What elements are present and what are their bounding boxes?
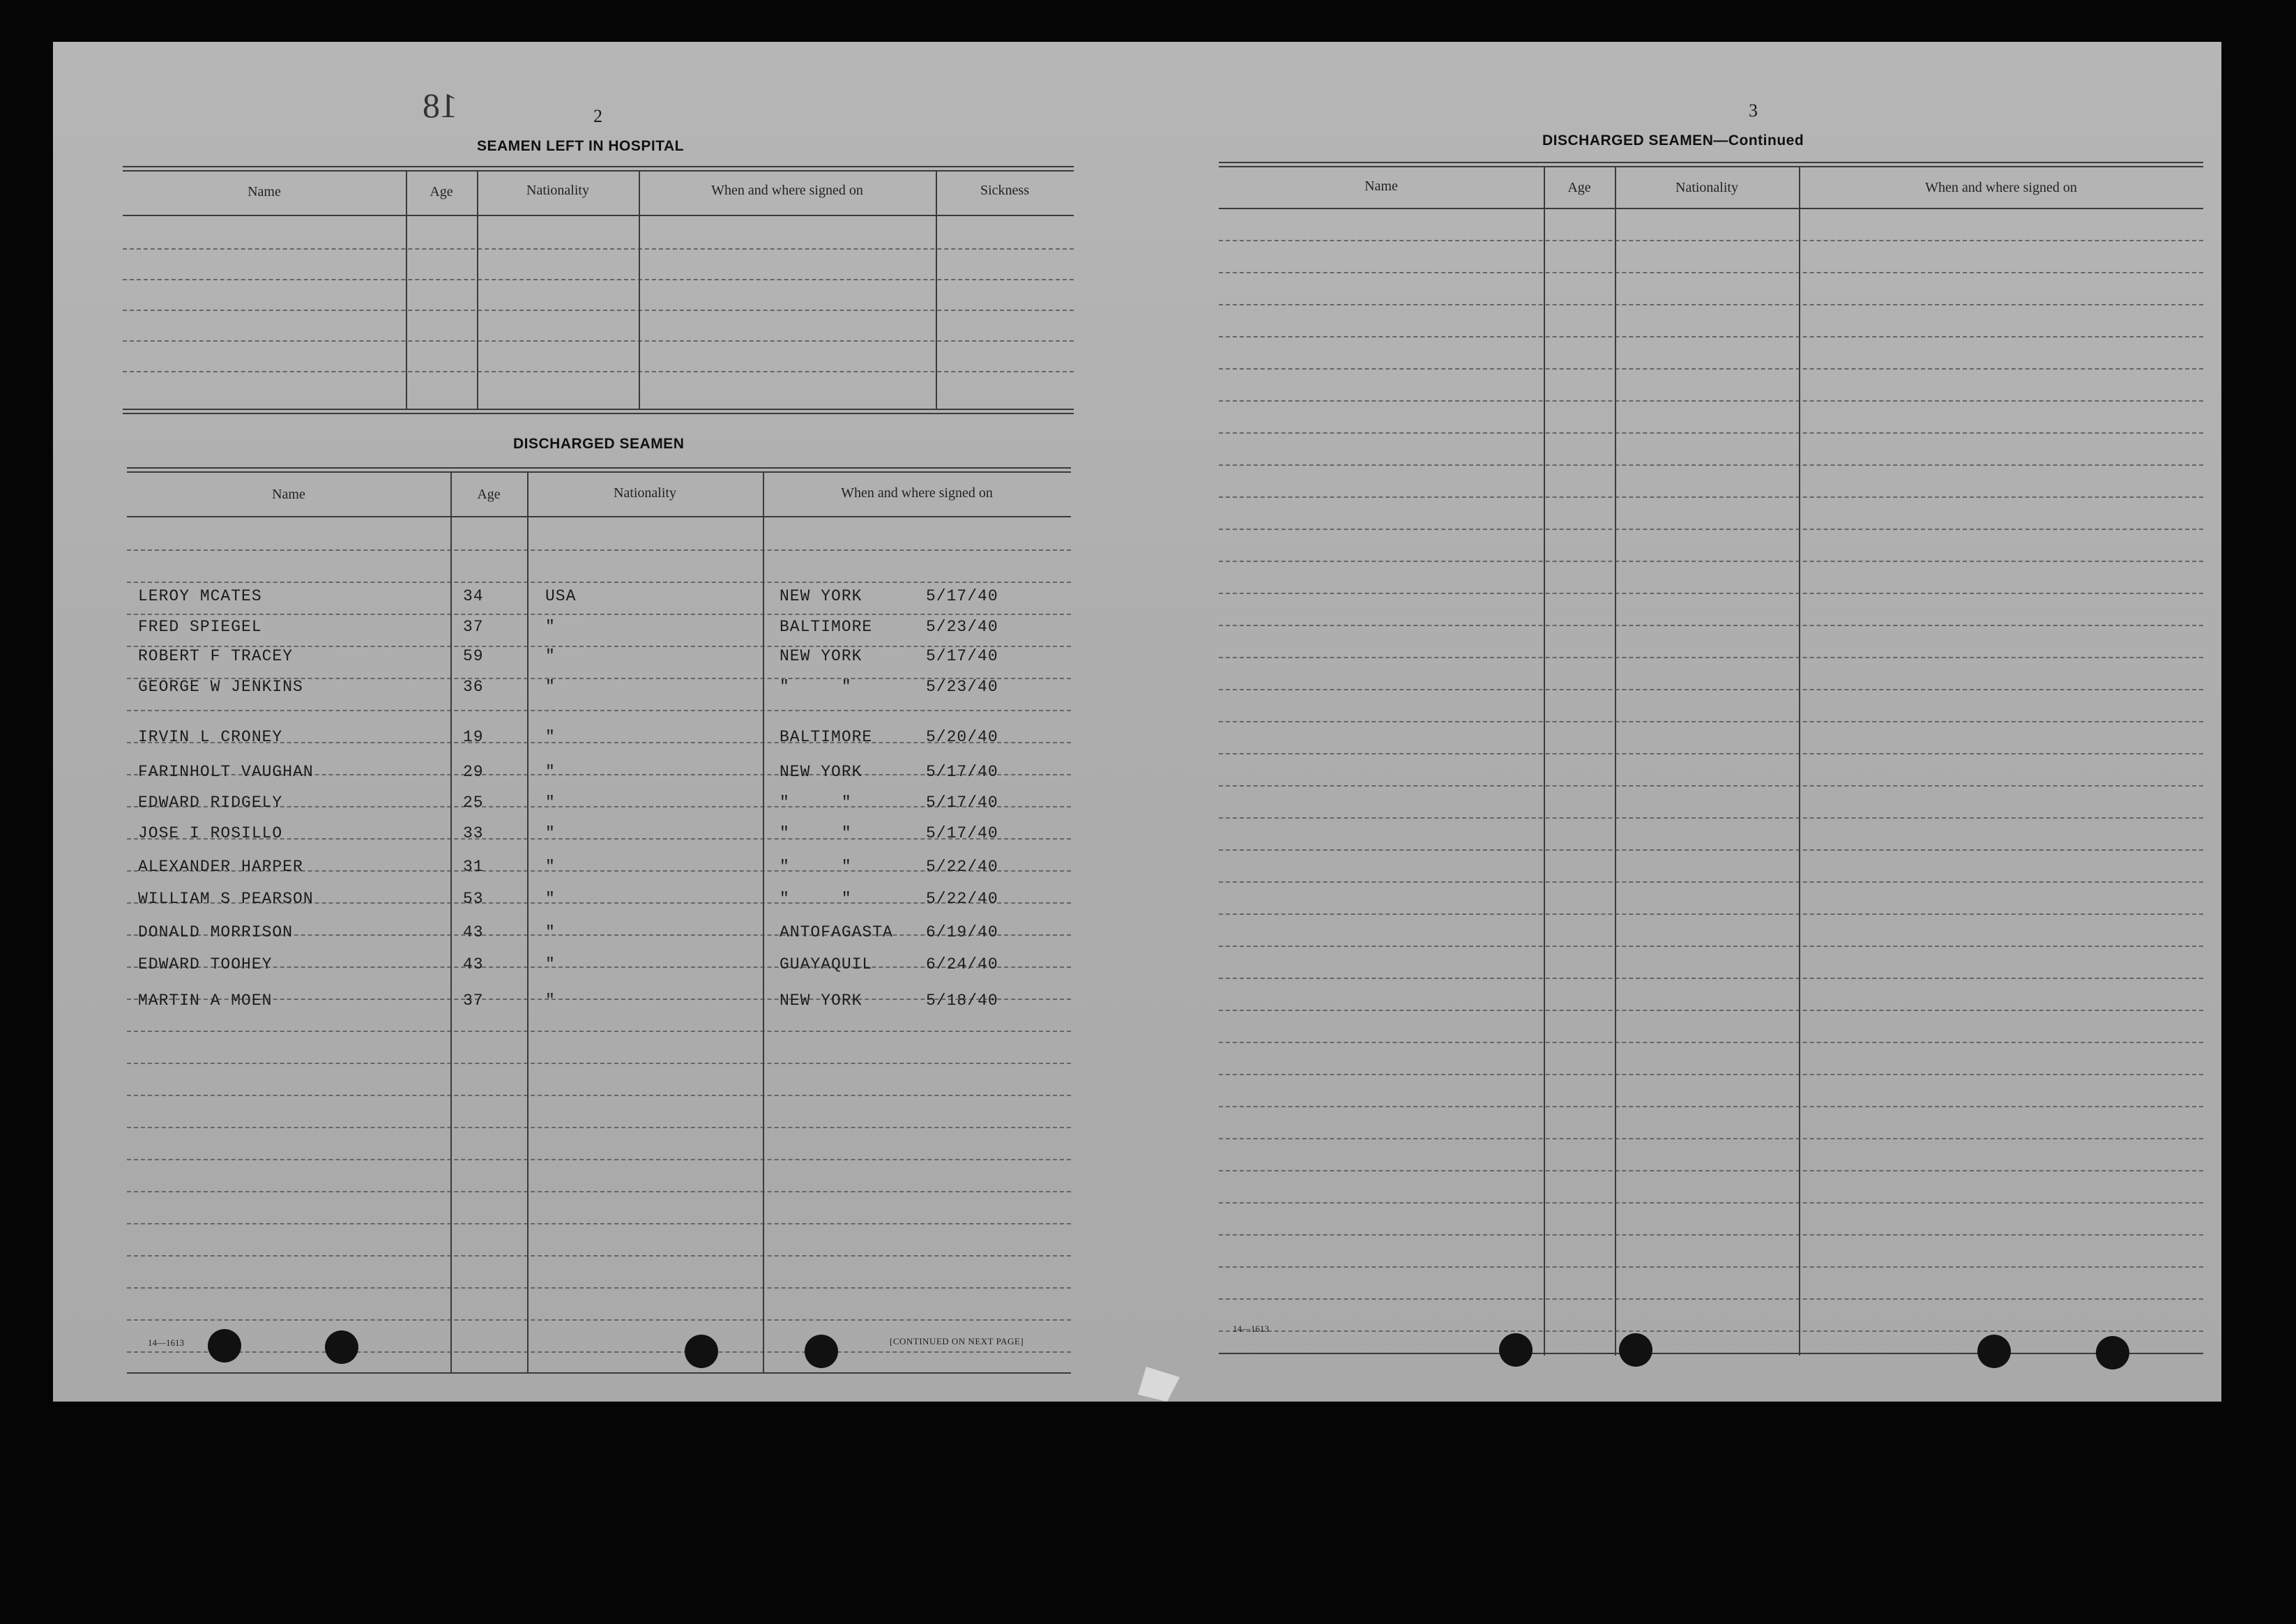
continued-header-name: Name xyxy=(1364,179,1398,194)
punch-hole xyxy=(1619,1333,1652,1367)
ruling-line xyxy=(1219,593,2203,594)
seaman-nationality: " xyxy=(545,890,556,908)
seaman-age: 19 xyxy=(463,728,484,746)
ruling-line xyxy=(1219,817,2203,819)
seaman-nationality: USA xyxy=(545,587,577,605)
signed-on-date: 5/22/40 xyxy=(926,890,998,908)
discharged-continued-title: DISCHARGED SEAMEN—Continued xyxy=(1542,132,1804,149)
hospital-section-title: SEAMEN LEFT IN HOSPITAL xyxy=(477,138,684,154)
discharged-header-nationality: Nationality xyxy=(614,485,676,501)
hospital-header-signed-on: When and where signed on xyxy=(711,183,863,198)
hospital-table xyxy=(123,166,1074,417)
ruling-line xyxy=(1219,1106,2203,1107)
ruling-line xyxy=(1219,529,2203,530)
discharged-continued-table xyxy=(1219,162,2203,1356)
signed-on-place: " " xyxy=(780,794,852,812)
signed-on-date: 5/17/40 xyxy=(926,587,998,605)
seaman-name: JOSE I ROSILLO xyxy=(138,824,283,842)
ruling-line xyxy=(1219,946,2203,947)
seaman-name: DONALD MORRISON xyxy=(138,923,294,941)
seaman-age: 29 xyxy=(463,763,484,781)
signed-on-date: 6/19/40 xyxy=(926,923,998,941)
signed-on-place: BALTIMORE xyxy=(780,618,873,636)
signed-on-place: BALTIMORE xyxy=(780,728,873,746)
seaman-nationality: " xyxy=(545,618,556,636)
hospital-header-nationality: Nationality xyxy=(526,183,589,198)
ruling-line xyxy=(1219,432,2203,434)
seaman-name: ROBERT F TRACEY xyxy=(138,647,294,665)
ruling-line xyxy=(1219,1266,2203,1268)
ruling-line xyxy=(127,1031,1071,1032)
ruling-line xyxy=(1219,400,2203,402)
seaman-age: 36 xyxy=(463,678,484,696)
signed-on-place: GUAYAQUIL xyxy=(780,955,873,973)
seaman-nationality: " xyxy=(545,763,556,781)
right-page xyxy=(1169,42,2221,1402)
ruling-line xyxy=(127,1127,1071,1128)
ruling-line xyxy=(1219,336,2203,337)
discharged-header-signed-on: When and where signed on xyxy=(841,485,993,501)
punch-hole xyxy=(1977,1335,2011,1368)
form-number: 14—1613 xyxy=(148,1337,184,1348)
seaman-age: 25 xyxy=(463,794,484,812)
signed-on-place: ANTOFAGASTA xyxy=(780,923,893,941)
signed-on-date: 5/23/40 xyxy=(926,618,998,636)
ruling-line xyxy=(1219,625,2203,626)
seaman-name: IRVIN L CRONEY xyxy=(138,728,283,746)
ruling-line xyxy=(1219,689,2203,690)
continued-header-signed-on: When and where signed on xyxy=(1925,180,2077,195)
signed-on-date: 5/17/40 xyxy=(926,647,998,665)
seaman-name: GEORGE W JENKINS xyxy=(138,678,303,696)
ruling-line xyxy=(127,1255,1071,1257)
punch-hole xyxy=(805,1335,838,1368)
ruling-line xyxy=(1219,1330,2203,1332)
seaman-nationality: " xyxy=(545,647,556,665)
seaman-name: EDWARD TOOHEY xyxy=(138,955,273,973)
ruling-line xyxy=(127,549,1071,551)
seaman-nationality: " xyxy=(545,992,556,1010)
ruling-line xyxy=(1219,849,2203,851)
ruling-line xyxy=(1219,304,2203,305)
form-number: 14—1613 xyxy=(1233,1323,1269,1334)
signed-on-date: 5/17/40 xyxy=(926,824,998,842)
signed-on-place: " " xyxy=(780,858,852,876)
seaman-age: 37 xyxy=(463,992,484,1010)
ruling-line xyxy=(1219,1010,2203,1011)
seaman-nationality: " xyxy=(545,728,556,746)
seaman-age: 43 xyxy=(463,923,484,941)
signed-on-date: 5/17/40 xyxy=(926,763,998,781)
seaman-name: MARTIN A MOEN xyxy=(138,992,273,1010)
signed-on-place: NEW YORK xyxy=(780,587,862,605)
continued-header-age: Age xyxy=(1567,180,1591,195)
ruling-line xyxy=(1219,561,2203,562)
punch-hole xyxy=(208,1329,241,1363)
ruling-line xyxy=(127,1319,1071,1321)
ruling-line xyxy=(127,1095,1071,1096)
punch-hole xyxy=(325,1330,358,1364)
signed-on-place: " " xyxy=(780,824,852,842)
ruling-line xyxy=(1219,721,2203,722)
page-number: 3 xyxy=(1749,100,1758,121)
ruling-line xyxy=(1219,978,2203,979)
ruling-line xyxy=(1219,785,2203,787)
continued-header-nationality: Nationality xyxy=(1675,180,1738,195)
signed-on-date: 5/22/40 xyxy=(926,858,998,876)
document-sheet xyxy=(53,42,2221,1402)
signed-on-place: NEW YORK xyxy=(780,763,862,781)
seaman-name: WILLIAM S PEARSON xyxy=(138,890,314,908)
ruling-line xyxy=(1219,1074,2203,1075)
ruling-line xyxy=(1219,240,2203,241)
left-page xyxy=(53,42,1169,1402)
seaman-name: LEROY MCATES xyxy=(138,587,262,605)
ruling-line xyxy=(1219,881,2203,883)
ruling-line xyxy=(1219,1138,2203,1139)
seaman-name: EDWARD RIDGELY xyxy=(138,794,283,812)
signed-on-date: 5/23/40 xyxy=(926,678,998,696)
seaman-nationality: " xyxy=(545,923,556,941)
ruling-line xyxy=(1219,1170,2203,1171)
signed-on-place: " " xyxy=(780,890,852,908)
hospital-header-age: Age xyxy=(429,184,453,199)
ruling-line xyxy=(1219,1298,2203,1300)
discharged-header-name: Name xyxy=(272,487,305,502)
seaman-nationality: " xyxy=(545,955,556,973)
seaman-age: 59 xyxy=(463,647,484,665)
continued-note: [CONTINUED ON NEXT PAGE] xyxy=(890,1336,1024,1346)
seaman-nationality: " xyxy=(545,678,556,696)
ruling-line xyxy=(1219,272,2203,273)
ruling-line xyxy=(1219,464,2203,466)
seaman-age: 53 xyxy=(463,890,484,908)
ruling-line xyxy=(1219,913,2203,915)
seaman-age: 33 xyxy=(463,824,484,842)
ruling-line xyxy=(1219,496,2203,498)
punch-hole xyxy=(2096,1336,2129,1369)
seaman-nationality: " xyxy=(545,824,556,842)
signed-on-place: NEW YORK xyxy=(780,647,862,665)
ruling-line xyxy=(127,1351,1071,1353)
seaman-nationality: " xyxy=(545,858,556,876)
ruling-line xyxy=(127,582,1071,583)
signed-on-date: 6/24/40 xyxy=(926,955,998,973)
seaman-age: 43 xyxy=(463,955,484,973)
discharged-header-age: Age xyxy=(477,487,501,502)
stamp-number: 18 xyxy=(423,86,457,125)
signed-on-place: NEW YORK xyxy=(780,992,862,1010)
ruling-line xyxy=(1219,1042,2203,1043)
ruling-line xyxy=(127,1287,1071,1289)
ruling-line xyxy=(1219,1202,2203,1204)
signed-on-date: 5/18/40 xyxy=(926,992,998,1010)
hospital-header-sickness: Sickness xyxy=(980,183,1029,198)
seaman-name: ALEXANDER HARPER xyxy=(138,858,303,876)
ruling-line xyxy=(127,1063,1071,1064)
ruling-line xyxy=(127,1159,1071,1160)
seaman-age: 37 xyxy=(463,618,484,636)
discharged-section-title: DISCHARGED SEAMEN xyxy=(513,436,685,452)
signed-on-place: " " xyxy=(780,678,852,696)
punch-hole xyxy=(1499,1333,1533,1367)
seaman-age: 31 xyxy=(463,858,484,876)
signed-on-date: 5/20/40 xyxy=(926,728,998,746)
ruling-line xyxy=(1219,368,2203,370)
ruling-line xyxy=(1219,753,2203,754)
seaman-age: 34 xyxy=(463,587,484,605)
ruling-line xyxy=(1219,657,2203,658)
seaman-nationality: " xyxy=(545,794,556,812)
ruling-line xyxy=(127,1191,1071,1192)
hospital-header-name: Name xyxy=(248,184,281,199)
punch-hole xyxy=(685,1335,718,1368)
seaman-name: FARINHOLT VAUGHAN xyxy=(138,763,314,781)
signed-on-date: 5/17/40 xyxy=(926,794,998,812)
page-number: 2 xyxy=(593,106,602,126)
ruling-line xyxy=(127,710,1071,711)
ruling-line xyxy=(127,614,1071,615)
seaman-name: FRED SPIEGEL xyxy=(138,618,262,636)
discharged-table xyxy=(127,467,1071,1375)
ruling-line xyxy=(127,1223,1071,1224)
ruling-line xyxy=(1219,1234,2203,1236)
